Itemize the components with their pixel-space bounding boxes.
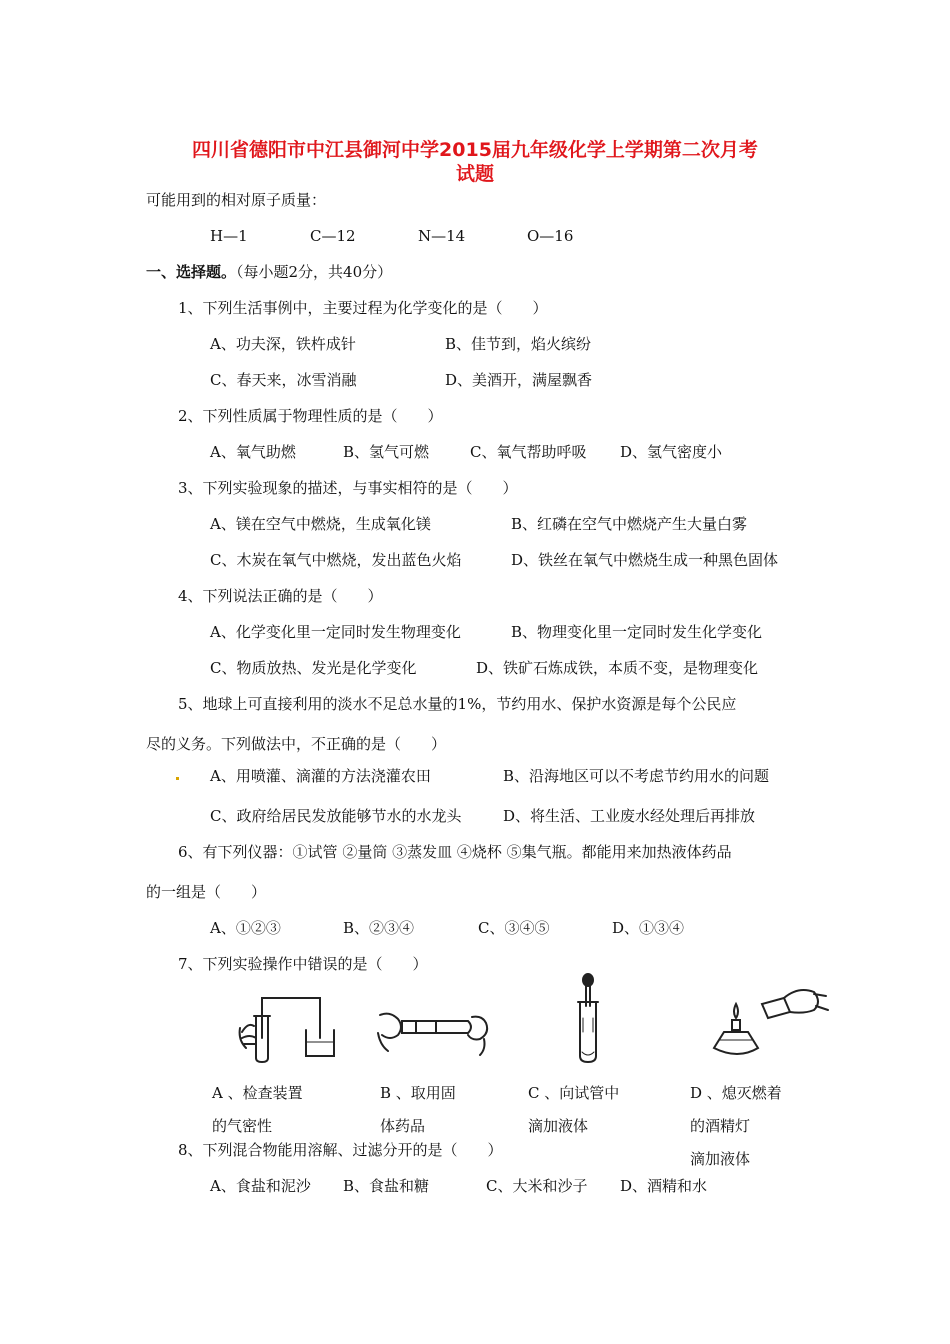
question-7-stem: 7、下列实验操作中错误的是（ ） xyxy=(178,955,428,973)
question-4-option-d: D、铁矿石炼成铁，本质不变，是物理变化 xyxy=(476,659,759,677)
atomic-mass-o: O—16 xyxy=(527,227,574,245)
question-3-option-d: D、铁丝在氧气中燃烧生成一种黑色固体 xyxy=(511,551,779,569)
question-6-option-c: C、③④⑤ xyxy=(478,919,550,937)
question-3-option-b: B、红磷在空气中燃烧产生大量白雾 xyxy=(511,515,748,533)
question-2-option-c: C、氧气帮助呼吸 xyxy=(470,443,587,461)
question-6-stem-line1: 6、有下列仪器：①试管 ②量筒 ③蒸发皿 ④烧杯 ⑤集气瓶。都能用来加热液体药品 xyxy=(178,843,732,861)
question-5-stem-line2: 尽的义务。下列做法中，不正确的是（ ） xyxy=(146,735,447,753)
question-7-option-b-line1: B 、取用固 xyxy=(380,1084,456,1102)
question-3-option-a: A、镁在空气中燃烧，生成氧化镁 xyxy=(210,515,431,533)
atomic-mass-intro: 可能用到的相对原子质量： xyxy=(146,191,327,209)
question-6-option-d: D、①③④ xyxy=(612,919,685,937)
question-2-option-b: B、氢气可燃 xyxy=(343,443,430,461)
question-8-option-c: C、大米和沙子 xyxy=(486,1177,588,1195)
question-6-stem-line2: 的一组是（ ） xyxy=(146,883,267,901)
question-2-stem: 2、下列性质属于物理性质的是（ ） xyxy=(178,407,443,425)
question-8-option-a: A、食盐和泥沙 xyxy=(210,1177,311,1195)
stray-mark xyxy=(176,777,179,780)
question-6-option-a: A、①②③ xyxy=(210,919,281,937)
document-title-line2: 试题 xyxy=(455,163,494,185)
question-4-option-c: C、物质放热、发光是化学变化 xyxy=(210,659,417,677)
question-4-option-a: A、化学变化里一定同时发生物理变化 xyxy=(210,623,461,641)
question-1-option-a: A、功夫深，铁杵成针 xyxy=(210,335,356,353)
section-title: 一、选择题。 xyxy=(146,263,237,281)
atomic-mass-c: C—12 xyxy=(310,227,356,245)
question-5-option-a: A、用喷灌、滴灌的方法浇灌农田 xyxy=(210,767,431,785)
question-7-option-d-line2: 的酒精灯 xyxy=(690,1117,751,1135)
question-7-option-c-line2: 滴加液体 xyxy=(528,1117,589,1135)
question-3-stem: 3、下列实验现象的描述，与事实相符的是（ ） xyxy=(178,479,518,497)
question-4-stem: 4、下列说法正确的是（ ） xyxy=(178,587,383,605)
question-1-option-c: C、春天来，冰雪消融 xyxy=(210,371,357,389)
question-5-stem-line1: 5、地球上可直接利用的淡水不足总水量的1%，节约用水、保护水资源是每个公民应 xyxy=(178,695,737,713)
question-6-option-b: B、②③④ xyxy=(343,919,415,937)
question-7-option-c-line1: C 、向试管中 xyxy=(528,1084,620,1102)
question-8-option-d: D、酒精和水 xyxy=(620,1177,708,1195)
question-2-option-a: A、氧气助燃 xyxy=(210,443,296,461)
question-7-option-a-line2: 的气密性 xyxy=(212,1117,273,1135)
question-1-stem: 1、下列生活事例中，主要过程为化学变化的是（ ） xyxy=(178,299,548,317)
figure-drop-liquid-into-test-tube xyxy=(568,972,608,1064)
question-7-option-b-line2: 体药品 xyxy=(380,1117,426,1135)
figure-take-solid-reagent xyxy=(376,1005,491,1060)
document-title-line1: 四川省德阳市中江县御河中学2015届九年级化学上学期第二次月考 xyxy=(192,139,758,161)
figure-airtightness-check xyxy=(238,992,343,1064)
question-7-option-d-line1: D 、熄灭燃着 xyxy=(690,1084,782,1102)
question-3-option-c: C、木炭在氧气中燃烧，发出蓝色火焰 xyxy=(210,551,462,569)
question-4-option-b: B、物理变化里一定同时发生化学变化 xyxy=(511,623,763,641)
figure-extinguish-alcohol-lamp xyxy=(710,984,830,1064)
question-5-option-d: D、将生活、工业废水经处理后再排放 xyxy=(503,807,756,825)
question-1-option-d: D、美酒开，满屋飘香 xyxy=(445,371,593,389)
question-7-option-d-line3: 滴加液体 xyxy=(690,1150,751,1168)
section-note: （每小题2分，共40分） xyxy=(236,263,393,281)
question-8-stem: 8、下列混合物能用溶解、过滤分开的是（ ） xyxy=(178,1141,503,1159)
section-heading xyxy=(146,262,392,282)
question-8-option-b: B、食盐和糖 xyxy=(343,1177,430,1195)
question-7-option-a-line1: A 、检查装置 xyxy=(212,1084,303,1102)
atomic-mass-n: N—14 xyxy=(418,227,466,245)
question-5-option-b: B、沿海地区可以不考虑节约用水的问题 xyxy=(503,767,770,785)
question-2-option-d: D、氢气密度小 xyxy=(620,443,723,461)
question-5-option-c: C、政府给居民发放能够节水的水龙头 xyxy=(210,807,462,825)
atomic-mass-h: H—1 xyxy=(210,227,248,245)
question-1-option-b: B、佳节到，焰火缤纷 xyxy=(445,335,592,353)
